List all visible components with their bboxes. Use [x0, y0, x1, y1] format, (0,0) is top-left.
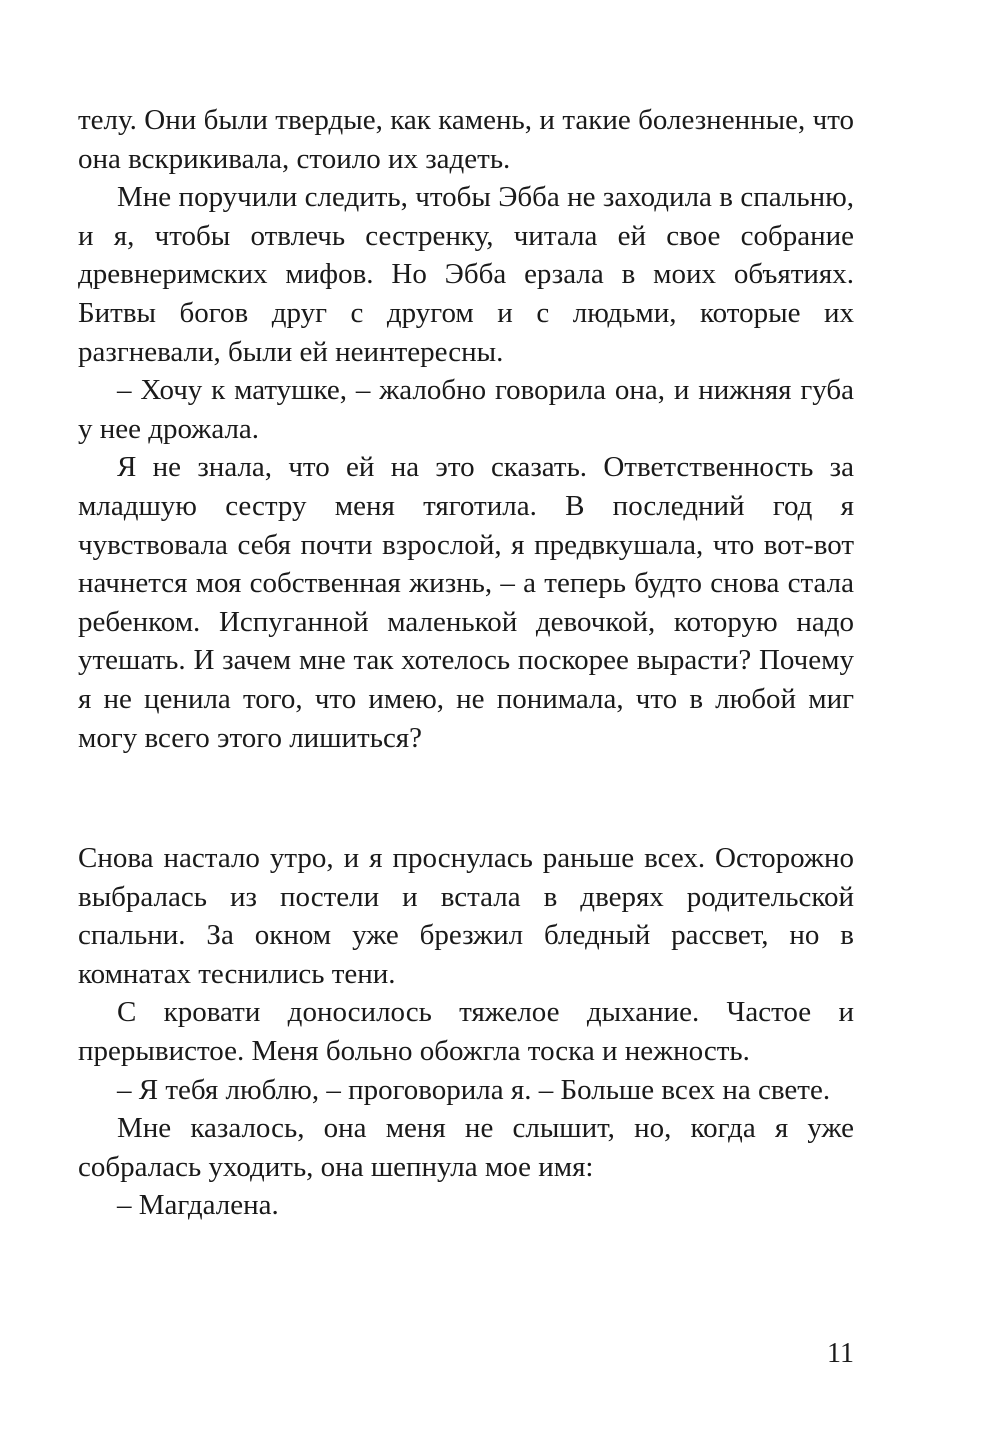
paragraph-continuation: телу. Они были твердые, как камень, и такие болезненные, что она вскрикивала, стоило их задеть.: [78, 104, 854, 175]
text-section-one: [78, 101, 854, 757]
text-section-two: [78, 839, 854, 1225]
paragraph-dialogue-name: – Магдалена.: [117, 1189, 279, 1222]
paragraph-morning: Снова настало утро, и я проснулась раньше всех. Осторожно выбралась из постели и встала в дверях родительской спальни. За окном уже брезжил бледный рассвет, но в комнатах теснились тени.: [78, 842, 854, 990]
paragraph-responsibility: Я не знала, что ей на это сказать. Ответственность за младшую сестру меня тяготила. В последний год я чувствовала себя почти взрослой, я предвкушала, что вот-вот начнется моя собственная жизнь, – а теперь будто снова стала ребенком. Испуганной маленькой девочкой, которую надо утешать. И зачем мне так хотелось поскорее вырасти? Почему я не ценила того, что имею, не понимала, что в любой миг могу всего этого лишиться?: [78, 451, 854, 754]
paragraph-whisper: Мне казалось, она меня не слышит, но, когда я уже собралась уходить, она шепнула мое имя:: [78, 1112, 854, 1183]
paragraph-breathing: С кровати доносилось тяжелое дыхание. Частое и прерывистое. Меня больно обожгла тоска и нежность.: [78, 996, 854, 1067]
paragraph-bedroom-watch: Мне поручили следить, чтобы Эбба не заходила в спальню, и я, чтобы отвлечь сестренку, читала ей свое собрание древнеримских мифов. Но Эбба ерзала в моих объятиях. Битвы богов друг с другом и с людьми, которые их разгневали, были ей неинтересны.: [78, 181, 854, 368]
page-number: 11: [827, 1338, 854, 1369]
paragraph-dialogue-mother: – Хочу к матушке, – жалобно говорила она, и нижняя губа у нее дрожала.: [78, 374, 854, 445]
paragraph-dialogue-love: – Я тебя люблю, – проговорила я. – Больше всех на свете.: [117, 1073, 831, 1106]
